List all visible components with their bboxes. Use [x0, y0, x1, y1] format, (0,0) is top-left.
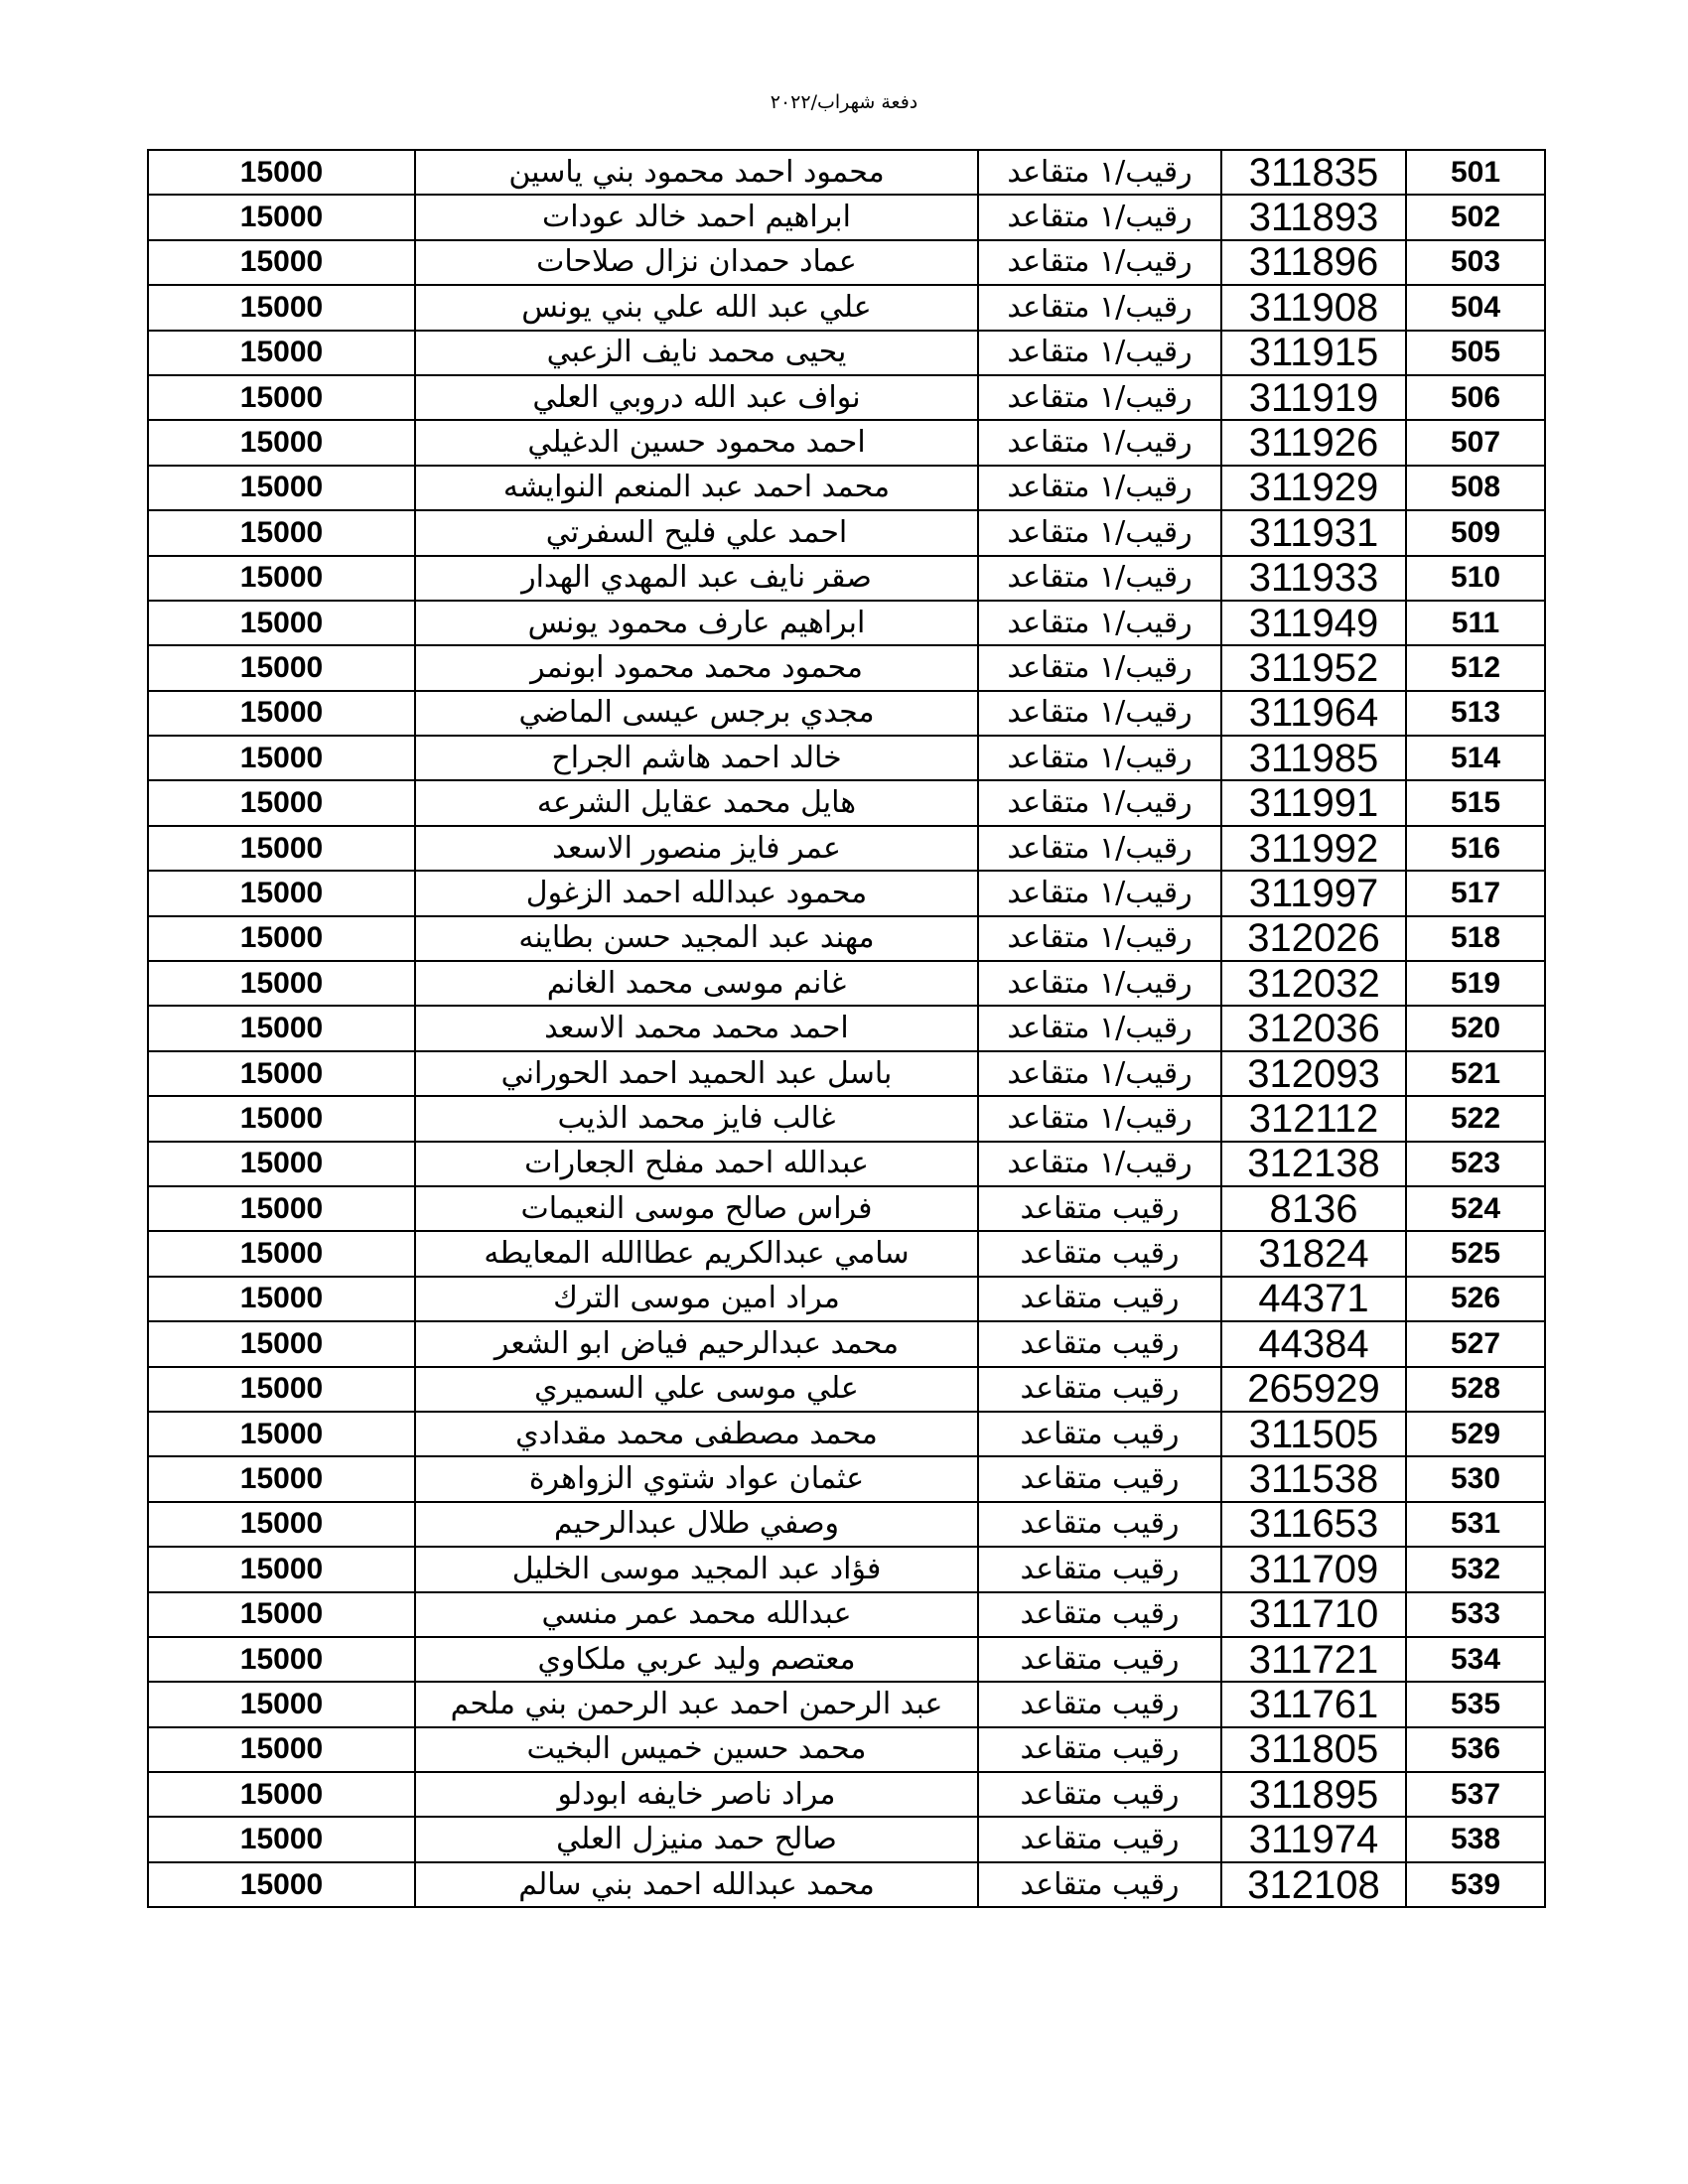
sequence-cell: 525 [1406, 1231, 1545, 1276]
rank-cell: رقيب متقاعد [978, 1231, 1221, 1276]
amount-cell: 15000 [148, 1862, 415, 1907]
military-number-cell: 312112 [1221, 1096, 1406, 1141]
sequence-cell: 516 [1406, 826, 1545, 871]
amount-cell: 15000 [148, 961, 415, 1006]
rank-cell: رقيب/١ متقاعد [978, 691, 1221, 736]
military-number-cell: 311952 [1221, 645, 1406, 690]
sequence-cell: 528 [1406, 1367, 1545, 1412]
person-name-cell: سامي عبدالكريم عطاالله المعايطه [415, 1231, 978, 1276]
table-row [148, 1637, 1545, 1682]
amount-cell: 15000 [148, 601, 415, 645]
person-name-cell: صقر نايف عبد المهدي الهدار [415, 556, 978, 601]
person-name-cell: وصفي طلال عبدالرحيم [415, 1502, 978, 1547]
person-name-cell: غانم موسى محمد الغانم [415, 961, 978, 1006]
person-name-cell: مجدي برجس عيسى الماضي [415, 691, 978, 736]
military-number-cell: 311991 [1221, 780, 1406, 825]
military-number-cell: 311895 [1221, 1772, 1406, 1817]
sequence-cell: 519 [1406, 961, 1545, 1006]
military-number-cell: 311964 [1221, 691, 1406, 736]
table-row [148, 736, 1545, 780]
roster-body [148, 150, 1545, 1907]
person-name-cell: محمد مصطفى محمد مقدادي [415, 1412, 978, 1456]
military-number-cell: 312032 [1221, 961, 1406, 1006]
sequence-cell: 539 [1406, 1862, 1545, 1907]
person-name-cell: محمود محمد محمود ابونمر [415, 645, 978, 690]
rank-cell: رقيب/١ متقاعد [978, 601, 1221, 645]
amount-cell: 15000 [148, 1321, 415, 1366]
amount-cell: 15000 [148, 375, 415, 420]
rank-cell: رقيب/١ متقاعد [978, 556, 1221, 601]
military-number-cell: 311949 [1221, 601, 1406, 645]
sequence-cell: 526 [1406, 1277, 1545, 1321]
table-row [148, 1186, 1545, 1231]
table-row [148, 961, 1545, 1006]
military-number-cell: 311915 [1221, 331, 1406, 375]
rank-cell: رقيب/١ متقاعد [978, 331, 1221, 375]
rank-cell: رقيب متقاعد [978, 1727, 1221, 1772]
table-row [148, 420, 1545, 465]
military-number-cell: 311805 [1221, 1727, 1406, 1772]
rank-cell: رقيب متقاعد [978, 1547, 1221, 1591]
amount-cell: 15000 [148, 826, 415, 871]
sequence-cell: 520 [1406, 1006, 1545, 1050]
amount-cell: 15000 [148, 1277, 415, 1321]
amount-cell: 15000 [148, 556, 415, 601]
person-name-cell: محمود احمد محمود بني ياسين [415, 150, 978, 195]
military-number-cell: 311709 [1221, 1547, 1406, 1591]
military-number-cell: 311974 [1221, 1817, 1406, 1861]
table-row [148, 1862, 1545, 1907]
sequence-cell: 536 [1406, 1727, 1545, 1772]
sequence-cell: 523 [1406, 1142, 1545, 1186]
amount-cell: 15000 [148, 510, 415, 555]
rank-cell: رقيب/١ متقاعد [978, 780, 1221, 825]
table-row [148, 1367, 1545, 1412]
table-row [148, 466, 1545, 510]
sequence-cell: 521 [1406, 1051, 1545, 1096]
person-name-cell: فراس صالح موسى النعيمات [415, 1186, 978, 1231]
table-row [148, 1817, 1545, 1861]
page-header: دفعة شهراب/٢٠٢٢ [770, 91, 918, 113]
amount-cell: 15000 [148, 736, 415, 780]
person-name-cell: يحيى محمد نايف الزعبي [415, 331, 978, 375]
military-number-cell: 311896 [1221, 240, 1406, 285]
table-row [148, 510, 1545, 555]
person-name-cell: علي عبد الله علي بني يونس [415, 285, 978, 330]
amount-cell: 15000 [148, 1592, 415, 1637]
amount-cell: 15000 [148, 1772, 415, 1817]
amount-cell: 15000 [148, 150, 415, 195]
table-row [148, 1142, 1545, 1186]
military-number-cell: 312026 [1221, 916, 1406, 961]
rank-cell: رقيب متقاعد [978, 1682, 1221, 1726]
military-number-cell: 265929 [1221, 1367, 1406, 1412]
amount-cell: 15000 [148, 331, 415, 375]
person-name-cell: صالح حمد منيزل العلي [415, 1817, 978, 1861]
person-name-cell: عماد حمدان نزال صلاحات [415, 240, 978, 285]
rank-cell: رقيب متقاعد [978, 1456, 1221, 1501]
table-row [148, 916, 1545, 961]
military-number-cell: 31824 [1221, 1231, 1406, 1276]
sequence-cell: 524 [1406, 1186, 1545, 1231]
table-row [148, 1592, 1545, 1637]
military-number-cell: 312036 [1221, 1006, 1406, 1050]
amount-cell: 15000 [148, 1727, 415, 1772]
table-row [148, 1321, 1545, 1366]
military-number-cell: 311710 [1221, 1592, 1406, 1637]
person-name-cell: ابراهيم احمد خالد عودات [415, 195, 978, 239]
roster-table [147, 149, 1546, 1908]
person-name-cell: احمد محمد محمد الاسعد [415, 1006, 978, 1050]
rank-cell: رقيب متقاعد [978, 1321, 1221, 1366]
rank-cell: رقيب متقاعد [978, 1637, 1221, 1682]
sequence-cell: 511 [1406, 601, 1545, 645]
rank-cell: رقيب/١ متقاعد [978, 240, 1221, 285]
rank-cell: رقيب متقاعد [978, 1862, 1221, 1907]
table-row [148, 826, 1545, 871]
sequence-cell: 502 [1406, 195, 1545, 239]
sequence-cell: 501 [1406, 150, 1545, 195]
amount-cell: 15000 [148, 1547, 415, 1591]
military-number-cell: 311538 [1221, 1456, 1406, 1501]
sequence-cell: 504 [1406, 285, 1545, 330]
amount-cell: 15000 [148, 195, 415, 239]
person-name-cell: معتصم وليد عربي ملكاوي [415, 1637, 978, 1682]
rank-cell: رقيب/١ متقاعد [978, 375, 1221, 420]
amount-cell: 15000 [148, 1682, 415, 1726]
military-number-cell: 311893 [1221, 195, 1406, 239]
sequence-cell: 538 [1406, 1817, 1545, 1861]
rank-cell: رقيب متقاعد [978, 1367, 1221, 1412]
person-name-cell: فؤاد عبد المجيد موسى الخليل [415, 1547, 978, 1591]
table-row [148, 195, 1545, 239]
table-row [148, 556, 1545, 601]
amount-cell: 15000 [148, 1817, 415, 1861]
military-number-cell: 311505 [1221, 1412, 1406, 1456]
rank-cell: رقيب/١ متقاعد [978, 1006, 1221, 1050]
sequence-cell: 533 [1406, 1592, 1545, 1637]
person-name-cell: عثمان عواد شتوي الزواهرة [415, 1456, 978, 1501]
table-row [148, 1051, 1545, 1096]
person-name-cell: ابراهيم عارف محمود يونس [415, 601, 978, 645]
rank-cell: رقيب/١ متقاعد [978, 510, 1221, 555]
military-number-cell: 311919 [1221, 375, 1406, 420]
rank-cell: رقيب متقاعد [978, 1502, 1221, 1547]
rank-cell: رقيب/١ متقاعد [978, 150, 1221, 195]
military-number-cell: 311926 [1221, 420, 1406, 465]
military-number-cell: 311721 [1221, 1637, 1406, 1682]
rank-cell: رقيب/١ متقاعد [978, 195, 1221, 239]
person-name-cell: علي موسى علي السميري [415, 1367, 978, 1412]
person-name-cell: عبدالله احمد مفلح الجعارات [415, 1142, 978, 1186]
table-row [148, 780, 1545, 825]
military-number-cell: 8136 [1221, 1186, 1406, 1231]
amount-cell: 15000 [148, 645, 415, 690]
rank-cell: رقيب متقاعد [978, 1772, 1221, 1817]
sequence-cell: 531 [1406, 1502, 1545, 1547]
rank-cell: رقيب/١ متقاعد [978, 826, 1221, 871]
rank-cell: رقيب/١ متقاعد [978, 871, 1221, 915]
sequence-cell: 510 [1406, 556, 1545, 601]
military-number-cell: 311835 [1221, 150, 1406, 195]
sequence-cell: 522 [1406, 1096, 1545, 1141]
person-name-cell: غالب فايز محمد الذيب [415, 1096, 978, 1141]
table-row [148, 1727, 1545, 1772]
table-row [148, 1682, 1545, 1726]
sequence-cell: 532 [1406, 1547, 1545, 1591]
rank-cell: رقيب/١ متقاعد [978, 1142, 1221, 1186]
sequence-cell: 537 [1406, 1772, 1545, 1817]
rank-cell: رقيب متقاعد [978, 1592, 1221, 1637]
amount-cell: 15000 [148, 1456, 415, 1501]
person-name-cell: مراد ناصر خايفه ابودلو [415, 1772, 978, 1817]
person-name-cell: محمد حسين خميس البخيت [415, 1727, 978, 1772]
military-number-cell: 311653 [1221, 1502, 1406, 1547]
amount-cell: 15000 [148, 1502, 415, 1547]
table-row [148, 1231, 1545, 1276]
person-name-cell: خالد احمد هاشم الجراح [415, 736, 978, 780]
person-name-cell: محمد عبدالرحيم فياض ابو الشعر [415, 1321, 978, 1366]
amount-cell: 15000 [148, 1231, 415, 1276]
rank-cell: رقيب متقاعد [978, 1186, 1221, 1231]
rank-cell: رقيب/١ متقاعد [978, 420, 1221, 465]
sequence-cell: 517 [1406, 871, 1545, 915]
rank-cell: رقيب/١ متقاعد [978, 1096, 1221, 1141]
amount-cell: 15000 [148, 1096, 415, 1141]
person-name-cell: محمد عبدالله احمد بني سالم [415, 1862, 978, 1907]
table-row [148, 150, 1545, 195]
sequence-cell: 535 [1406, 1682, 1545, 1726]
amount-cell: 15000 [148, 1051, 415, 1096]
table-row [148, 375, 1545, 420]
amount-cell: 15000 [148, 466, 415, 510]
military-number-cell: 311929 [1221, 466, 1406, 510]
military-number-cell: 311992 [1221, 826, 1406, 871]
table-row [148, 691, 1545, 736]
amount-cell: 15000 [148, 691, 415, 736]
sequence-cell: 508 [1406, 466, 1545, 510]
military-number-cell: 311761 [1221, 1682, 1406, 1726]
amount-cell: 15000 [148, 285, 415, 330]
sequence-cell: 529 [1406, 1412, 1545, 1456]
sequence-cell: 515 [1406, 780, 1545, 825]
military-number-cell: 311931 [1221, 510, 1406, 555]
rank-cell: رقيب/١ متقاعد [978, 1051, 1221, 1096]
table-row [148, 645, 1545, 690]
person-name-cell: عمر فايز منصور الاسعد [415, 826, 978, 871]
person-name-cell: باسل عبد الحميد احمد الحوراني [415, 1051, 978, 1096]
rank-cell: رقيب متقاعد [978, 1817, 1221, 1861]
amount-cell: 15000 [148, 240, 415, 285]
sequence-cell: 512 [1406, 645, 1545, 690]
table-row [148, 1412, 1545, 1456]
military-number-cell: 312108 [1221, 1862, 1406, 1907]
rank-cell: رقيب/١ متقاعد [978, 961, 1221, 1006]
sequence-cell: 527 [1406, 1321, 1545, 1366]
person-name-cell: محمود عبدالله احمد الزغول [415, 871, 978, 915]
military-number-cell: 312093 [1221, 1051, 1406, 1096]
person-name-cell: احمد محمود حسين الدغيلي [415, 420, 978, 465]
rank-cell: رقيب متقاعد [978, 1277, 1221, 1321]
military-number-cell: 312138 [1221, 1142, 1406, 1186]
person-name-cell: احمد علي فليح السفرتي [415, 510, 978, 555]
amount-cell: 15000 [148, 1412, 415, 1456]
sequence-cell: 507 [1406, 420, 1545, 465]
person-name-cell: نواف عبد الله دروبي العلي [415, 375, 978, 420]
table-row [148, 601, 1545, 645]
sequence-cell: 518 [1406, 916, 1545, 961]
military-number-cell: 44384 [1221, 1321, 1406, 1366]
rank-cell: رقيب/١ متقاعد [978, 466, 1221, 510]
sequence-cell: 514 [1406, 736, 1545, 780]
rank-cell: رقيب/١ متقاعد [978, 916, 1221, 961]
person-name-cell: مهند عبد المجيد حسن بطاينه [415, 916, 978, 961]
sequence-cell: 506 [1406, 375, 1545, 420]
sequence-cell: 530 [1406, 1456, 1545, 1501]
sequence-cell: 509 [1406, 510, 1545, 555]
table-row [148, 1547, 1545, 1591]
person-name-cell: عبد الرحمن احمد عبد الرحمن بني ملحم [415, 1682, 978, 1726]
sequence-cell: 503 [1406, 240, 1545, 285]
amount-cell: 15000 [148, 871, 415, 915]
military-number-cell: 311933 [1221, 556, 1406, 601]
table-row [148, 1096, 1545, 1141]
person-name-cell: هايل محمد عقايل الشرعه [415, 780, 978, 825]
amount-cell: 15000 [148, 780, 415, 825]
rank-cell: رقيب/١ متقاعد [978, 285, 1221, 330]
rank-cell: رقيب/١ متقاعد [978, 736, 1221, 780]
table-row [148, 1456, 1545, 1501]
amount-cell: 15000 [148, 1006, 415, 1050]
table-row [148, 331, 1545, 375]
sequence-cell: 534 [1406, 1637, 1545, 1682]
amount-cell: 15000 [148, 916, 415, 961]
table-row [148, 1772, 1545, 1817]
sequence-cell: 513 [1406, 691, 1545, 736]
military-number-cell: 311908 [1221, 285, 1406, 330]
military-number-cell: 311985 [1221, 736, 1406, 780]
amount-cell: 15000 [148, 1142, 415, 1186]
amount-cell: 15000 [148, 1367, 415, 1412]
rank-cell: رقيب متقاعد [978, 1412, 1221, 1456]
amount-cell: 15000 [148, 1637, 415, 1682]
table-row [148, 871, 1545, 915]
table-row [148, 240, 1545, 285]
table-row [148, 1006, 1545, 1050]
table-row [148, 1502, 1545, 1547]
military-number-cell: 44371 [1221, 1277, 1406, 1321]
rank-cell: رقيب/١ متقاعد [978, 645, 1221, 690]
table-row [148, 285, 1545, 330]
person-name-cell: مراد امين موسى الترك [415, 1277, 978, 1321]
military-number-cell: 311997 [1221, 871, 1406, 915]
table-row [148, 1277, 1545, 1321]
amount-cell: 15000 [148, 420, 415, 465]
amount-cell: 15000 [148, 1186, 415, 1231]
person-name-cell: عبدالله محمد عمر منسي [415, 1592, 978, 1637]
person-name-cell: محمد احمد عبد المنعم النوايشه [415, 466, 978, 510]
sequence-cell: 505 [1406, 331, 1545, 375]
